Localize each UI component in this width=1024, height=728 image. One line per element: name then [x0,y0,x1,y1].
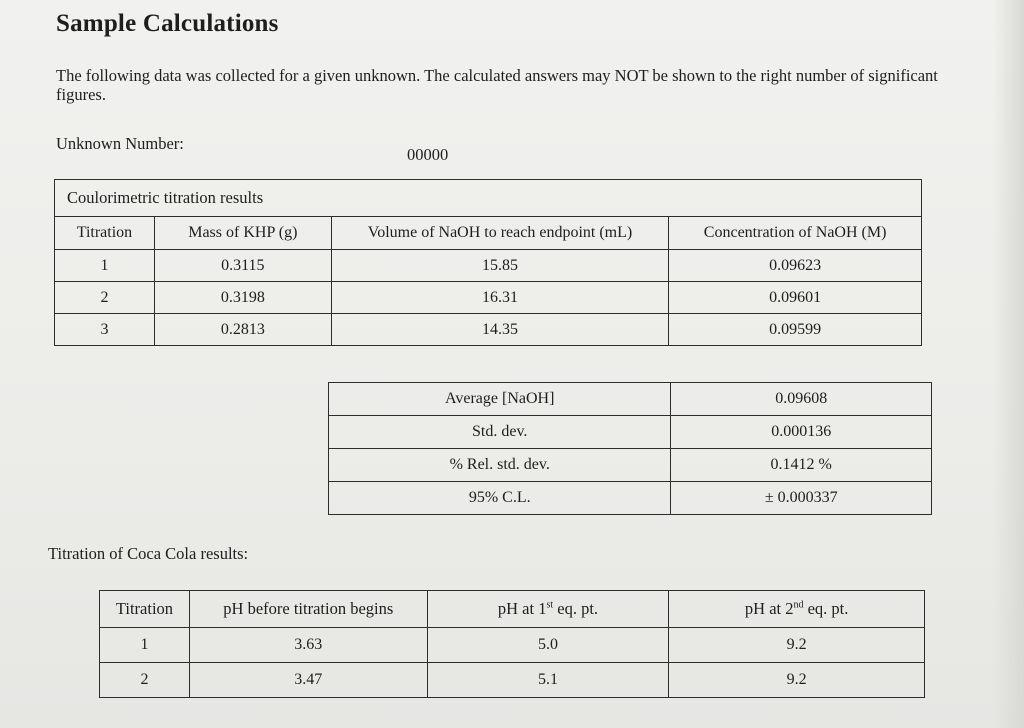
table-cell: 0.3115 [154,250,331,282]
table-cell: 0.2813 [154,314,331,346]
header-text: pH at 2 [744,599,794,618]
table-caption: Coulorimetric titration results [55,180,922,217]
unknown-number-label: Unknown Number: [56,134,184,153]
column-header: Concentration of NaOH (M) [669,217,922,250]
table-cell: 5.0 [427,628,669,663]
coca-cola-section-label: Titration of Coca Cola results: [48,544,249,563]
column-header: pH before titration begins [189,591,427,628]
stat-label: Average [NaOH] [329,383,671,416]
table-cell: 0.3198 [154,282,331,314]
table-cell: 3.63 [189,628,427,663]
table-cell: 1 [55,250,155,282]
stat-label: Std. dev. [329,416,671,449]
column-header: Titration [55,217,155,250]
table-caption-row [55,180,922,217]
table-row [329,449,932,482]
table-cell: 2 [55,282,155,314]
table-row [55,282,922,314]
header-text: eq. pt. [553,599,599,618]
paper-edge-shadow [992,0,1024,728]
table-row [55,250,922,282]
header-text: pH at 1 [497,599,547,618]
ordinal-superscript: nd [793,599,804,611]
table-cell: 16.31 [331,282,669,314]
coulometric-results-table [54,179,922,346]
coca-cola-results-table [99,590,925,698]
stat-value: 0.09608 [671,383,932,416]
table-row [329,416,932,449]
table-cell: 15.85 [331,250,669,282]
column-header: Titration [100,591,190,628]
table-cell: 5.1 [427,663,669,698]
table-cell: 0.09601 [669,282,922,314]
table-cell: 0.09623 [669,250,922,282]
stat-label: % Rel. std. dev. [329,449,671,482]
table-cell: 3 [55,314,155,346]
stat-value: 0.1412 % [671,449,932,482]
table-row [100,663,925,698]
column-header [669,591,925,628]
table-header-row [100,591,925,628]
table-cell: 0.09599 [669,314,922,346]
column-header: Volume of NaOH to reach endpoint (mL) [331,217,669,250]
table-row [329,482,932,515]
table-cell: 3.47 [189,663,427,698]
ordinal-superscript: st [546,599,554,611]
table-row [55,314,922,346]
intro-paragraph: The following data was collected for a given unknown. The calculated answers may NOT be shown to the right number of significant figures. [56,66,938,104]
stat-value: 0.000136 [671,416,932,449]
column-header: Mass of KHP (g) [154,217,331,250]
table-cell: 1 [100,628,190,663]
statistics-table [328,382,932,515]
table-header-row [55,217,922,250]
table-cell: 9.2 [669,663,925,698]
unknown-number-value: 00000 [407,145,449,164]
table-row [100,628,925,663]
table-cell: 14.35 [331,314,669,346]
table-cell: 2 [100,663,190,698]
header-text: eq. pt. [803,599,849,618]
stat-value: ± 0.000337 [671,482,932,515]
table-cell: 9.2 [669,628,925,663]
stat-label: 95% C.L. [329,482,671,515]
column-header [427,591,669,628]
page-title: Sample Calculations [56,10,279,37]
table-row [329,383,932,416]
